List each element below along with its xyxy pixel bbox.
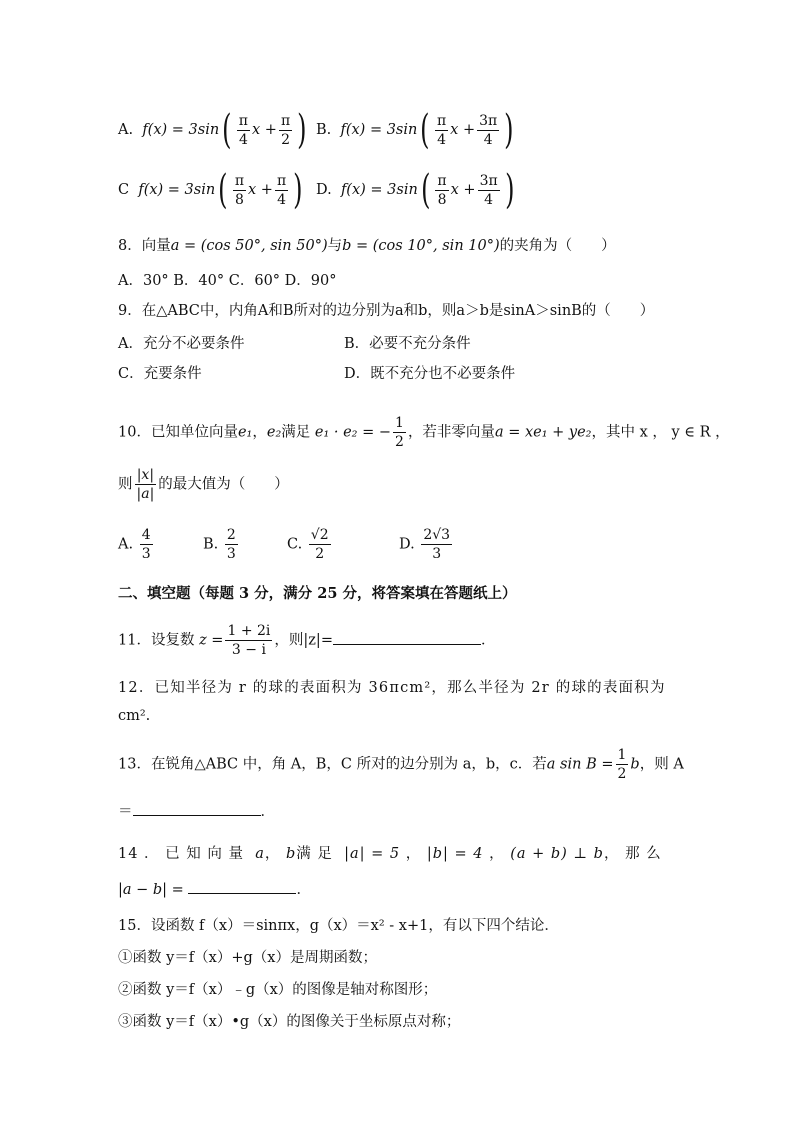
denominator: 4 [437,131,447,148]
left-paren: ( [420,107,430,153]
denominator: 2 [395,434,404,450]
q10-then-suffix: 的最大值为（ ） [158,476,289,493]
q11-z: z = [199,632,224,649]
q8-vec-b: b = (cos 10°, sin 10°) [342,238,500,254]
fraction [435,112,448,149]
q8-prefix: 8．向量 [118,238,171,254]
fraction [477,112,499,149]
left-paren: ( [218,167,228,213]
q10-stem [118,414,730,451]
q14-cond3: (a + b) ⊥ b [510,846,604,862]
q12-line2: cm². [118,708,151,724]
q15-conclusion-3: ③函数 y＝f（x）•g（x）的图像关于坐标原点对称； [118,1014,461,1030]
denominator: 3 [226,546,236,562]
numerator: 2√3 [423,527,451,543]
fraction [616,746,629,783]
denominator: 4 [483,131,493,148]
q14-vec-a: a [255,846,265,862]
option-mid: x + [450,122,476,138]
numerator: √2 [310,527,329,543]
q13-suffix: ，则 A [639,756,684,773]
option-mid: x + [252,122,277,138]
q13-stem [118,746,684,783]
right-paren: ) [504,107,514,153]
q13-eq-left: a sin B = [546,756,614,773]
q13-line2-end: ． [260,804,275,820]
q11-end: ． [480,632,496,649]
option-mid: x + [450,182,476,198]
q8-options: A．30° B．40° C．60° D．90° [118,273,337,289]
denominator: 3 [141,546,151,562]
fraction [309,526,331,563]
option-label: D. [316,182,332,198]
q10-mid2: ，若非零向量 [407,424,495,441]
q10-comma: ， [252,424,267,441]
q14-line2-end: ． [296,882,311,898]
q10-mid: 满足 [281,424,311,441]
right-paren: ) [297,107,307,153]
q12-line1: 12．已知半径为 r 的球的表面积为 36πcm²，那么半径为 2r 的球的表面积为 [118,680,666,696]
q13-eq-right: b [630,756,640,773]
fraction [135,466,157,503]
q14-cond2: |b| = 4 [426,846,484,862]
answer-blank[interactable] [133,815,261,816]
option-expr: f(x) = 3sin [340,122,418,138]
denominator: 3 [432,546,442,562]
numerator: 3π [479,172,498,189]
option-label: D. [399,536,415,553]
q14-line2-expr: |a − b| = [118,882,184,898]
q10-prefix: 10．已知单位向量 [118,424,238,441]
fraction [478,172,500,209]
denominator: |a| [136,486,155,502]
fraction [233,172,246,209]
fraction [393,414,406,451]
q9-option-d: D．既不充分也不必要条件 [344,366,516,382]
numerator: 1 [617,747,627,763]
q14-prefix: 14 ． 已 知 向 量 [118,846,244,862]
numerator: π [437,172,447,189]
q14-stem: 14 ． 已 知 向 量 a， b满 足 |a| = 5 ， |b| = 4 ， (a + b) ⊥ b， 那 么 [118,846,662,862]
q13-line2 [118,800,275,821]
q10-option-a [118,526,155,563]
fraction [140,526,153,563]
denominator: 4 [277,191,287,208]
denominator: 3 − i [231,642,266,658]
q10-vec-expr: a = xe₁ + ye₂ [494,424,592,441]
left-paren: ( [420,167,431,213]
q10-option-c [287,526,333,563]
denominator: 4 [484,191,494,208]
fraction [421,526,452,563]
numerator: π [280,112,291,129]
q10-e2: e₂ [266,424,282,441]
option-expr: f(x) = 3sin [340,182,418,198]
numerator: 1 [395,415,404,431]
fraction [435,172,448,209]
numerator: π [234,172,245,189]
q11-stem [118,622,495,659]
option-expr: f(x) = 3sin [138,182,216,198]
fraction [237,112,250,149]
numerator: π [276,172,287,189]
numerator: 3π [479,112,498,129]
option-label: B. [316,122,332,138]
q7-option-b [316,107,517,153]
numerator: 1 + 2i [227,623,271,639]
q8-stem [118,234,616,255]
right-paren: ) [293,167,303,213]
numerator: π [436,112,447,129]
option-label: A. [118,536,134,553]
q14-suffix: ， 那 么 [603,846,662,862]
fraction [279,112,292,149]
q7-option-a [118,107,310,153]
fraction [275,172,288,209]
denominator: 2 [315,546,325,562]
denominator: 2 [617,766,627,782]
option-label: A. [118,122,134,138]
fraction [225,622,272,659]
q8-vec-a: a = (cos 50°, sin 50°) [170,238,328,254]
denominator: 2 [281,131,290,148]
numerator: π [238,112,248,129]
numerator: 4 [141,527,151,543]
q11-suffix: ，则|z|= [274,632,333,649]
option-label: C [118,182,130,198]
q9-option-b: B．必要不充分条件 [344,336,471,352]
q15-stem: 15．设函数 f（x）＝sinπx，g（x）＝x² - x+1，有以下四个结论． [118,918,559,934]
q13-line2-prefix: ＝ [118,804,133,820]
q10-option-b [203,526,240,563]
left-paren: ( [222,107,232,153]
right-paren: ) [504,167,515,213]
q9-option-c: C．充要条件 [118,366,202,382]
numerator: 2 [226,527,236,543]
q10-then: 则 [118,476,133,493]
fraction [225,526,238,563]
numerator: |x| [136,467,155,483]
q8-suffix: 的夹角为（ ） [499,238,616,254]
q10-dot-product: e₁ · e₂ = − [314,424,392,441]
denominator: 8 [234,191,244,208]
option-label: C. [287,536,303,553]
q14-vec-b: b [285,846,297,862]
section-title: 二、填空题（每题 3 分，满分 25 分，将答案填在答题纸上） [118,585,517,602]
option-label: B. [203,536,219,553]
q10-option-d [399,526,454,563]
q10-e1: e₁ [237,424,253,441]
denominator: 8 [437,191,447,208]
q13-prefix: 13．在锐角△ABC 中，角 A，B，C 所对的边分别为 a，b，c．若 [118,756,547,773]
q10-suffix: ，其中 x ， y ∈ R ， [591,424,730,441]
q9-stem: 9．在△ABC中，内角A和B所对的边分别为a和b，则a＞b是sinA＞sinB的（ ） [118,303,655,319]
denominator: 4 [238,131,248,148]
answer-blank[interactable] [333,644,481,645]
q7-option-c [118,167,306,213]
q9-option-a: A．充分不必要条件 [118,336,245,352]
q10-line2 [118,466,289,503]
option-expr: f(x) = 3sin [142,122,220,138]
q14-cond1: |a| = 5 [344,846,401,862]
q14-mid: 满 足 [296,846,333,862]
q11-prefix: 11．设复数 [118,632,195,649]
q15-conclusion-1: ①函数 y＝f（x）+g（x）是周期函数； [118,950,377,966]
q14-comma: ， [264,846,281,862]
q15-conclusion-2: ②函数 y＝f（x）﹣g（x）的图像是轴对称图形； [118,982,438,998]
q8-mid: 与 [327,238,343,254]
answer-blank[interactable] [188,893,296,894]
q14-line2 [118,878,311,899]
option-mid: x + [248,182,273,198]
q7-option-d [316,167,517,213]
